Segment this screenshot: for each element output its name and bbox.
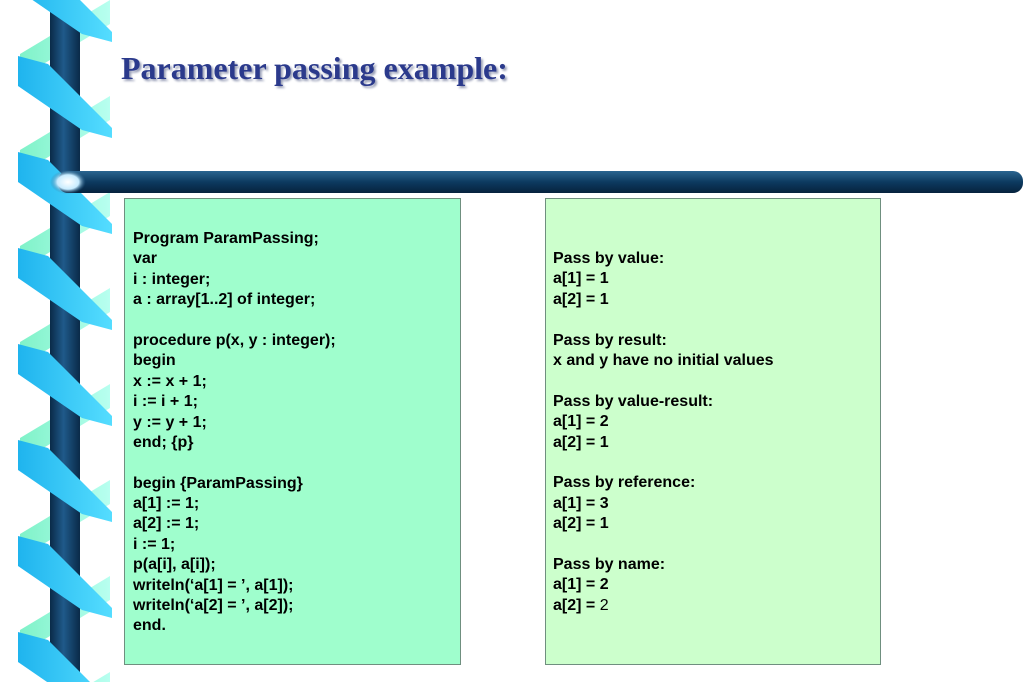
result-line: Pass by value:: [553, 250, 665, 267]
slide-title: Parameter passing example:: [121, 50, 508, 86]
result-line: Pass by value-result:: [553, 392, 714, 410]
result-line-last-value: 2: [599, 596, 609, 614]
code-line: p(a[i], a[i]);: [133, 556, 216, 574]
code-panel: [124, 198, 461, 665]
result-line: a[1] = 2: [553, 576, 609, 594]
code-line: y := y + 1;: [133, 413, 207, 431]
code-line: x := x + 1;: [133, 372, 207, 390]
code-line: [133, 311, 460, 331]
result-line: [553, 371, 880, 391]
results-panel: [545, 198, 881, 665]
code-line: end.: [133, 617, 166, 635]
result-line: x and y have no initial values: [553, 351, 774, 369]
result-line: Pass by result:: [553, 331, 667, 349]
code-line: begin: [133, 352, 176, 370]
result-line: Pass by name:: [553, 555, 666, 573]
result-line: a[1] = 3: [553, 494, 609, 512]
code-line: i : integer;: [133, 270, 211, 288]
result-line: a[2] = 1: [553, 433, 609, 451]
code-line: [133, 453, 460, 473]
horizontal-divider-bar: [48, 168, 1023, 196]
result-line: [553, 310, 880, 330]
code-line: a[2] := 1;: [133, 515, 200, 533]
code-line: writeln(‘a[2] = ’, a[2]);: [133, 597, 294, 615]
result-line: a[1] = 1: [553, 270, 609, 288]
result-line: [553, 534, 880, 554]
code-line: i := i + 1;: [133, 393, 198, 411]
code-line: writeln(‘a[1] = ’, a[1]);: [133, 576, 294, 594]
code-line: begin {ParamPassing}: [133, 474, 303, 492]
result-line-last: [553, 596, 880, 616]
code-line: a[1] := 1;: [133, 495, 200, 513]
decorative-ribbon-pole: [0, 0, 115, 682]
code-line: end; {p}: [133, 433, 194, 451]
code-line: Program ParamPassing;: [133, 230, 319, 247]
result-line: a[1] = 2: [553, 413, 609, 431]
code-line: a : array[1..2] of integer;: [133, 291, 316, 309]
code-line: i := 1;: [133, 535, 176, 553]
result-line: Pass by reference:: [553, 474, 696, 492]
code-line: procedure p(x, y : integer);: [133, 331, 336, 349]
code-line: var: [133, 250, 158, 268]
result-line: [553, 453, 880, 473]
result-line: a[2] = 1: [553, 290, 609, 308]
result-line: a[2] = 1: [553, 515, 609, 533]
result-line-last-label: a[2] =: [553, 596, 600, 614]
